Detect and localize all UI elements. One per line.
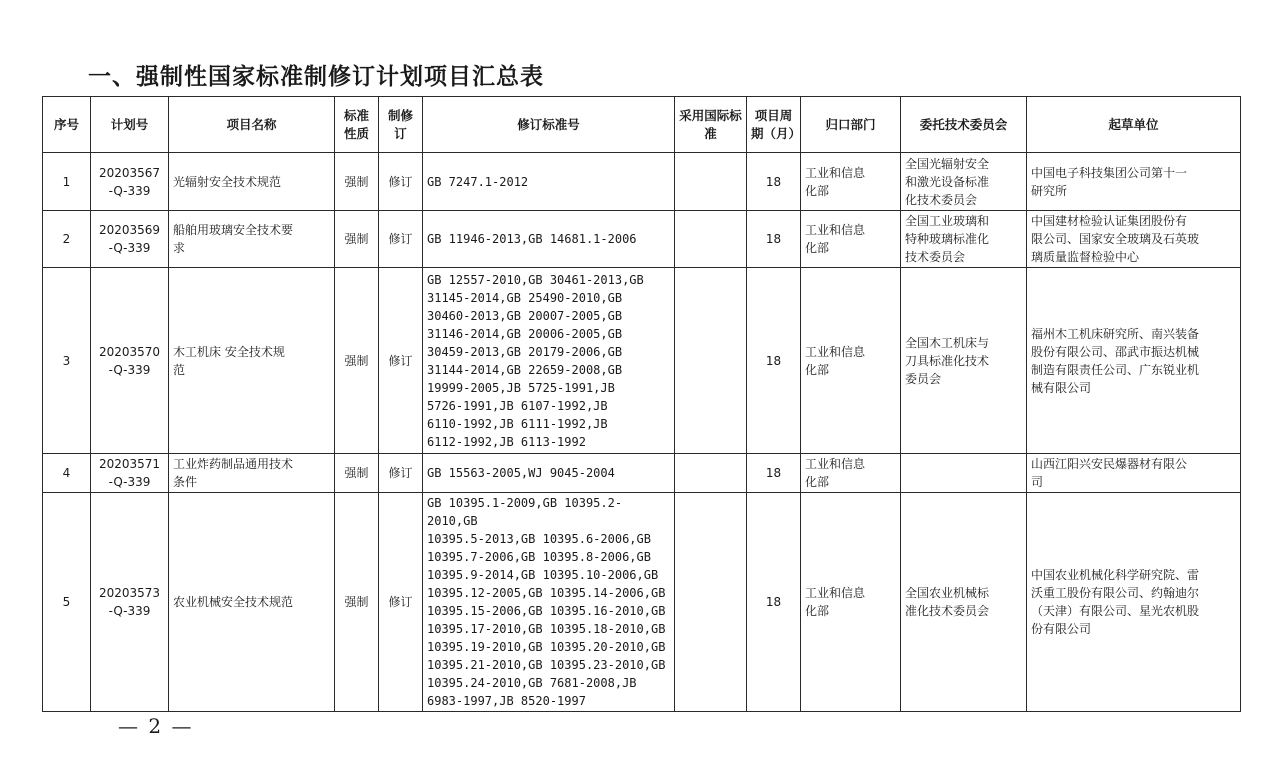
cell-std-nature: 强制 bbox=[335, 268, 379, 454]
summary-table bbox=[42, 96, 1241, 712]
cell-project-name: 工业炸药制品通用技术 条件 bbox=[169, 454, 335, 493]
table-row bbox=[43, 211, 1241, 268]
header-seq: 序号 bbox=[43, 97, 91, 153]
cell-project-name: 船舶用玻璃安全技术要 求 bbox=[169, 211, 335, 268]
cell-seq: 4 bbox=[43, 454, 91, 493]
cell-intl-std bbox=[675, 153, 747, 211]
table-row bbox=[43, 454, 1241, 493]
cell-seq: 5 bbox=[43, 493, 91, 712]
cell-revise: 修订 bbox=[379, 268, 423, 454]
cell-drafting-unit: 山西江阳兴安民爆器材有限公 司 bbox=[1027, 454, 1241, 493]
cell-std-nature: 强制 bbox=[335, 211, 379, 268]
cell-intl-std bbox=[675, 454, 747, 493]
cell-drafting-unit: 中国农业机械化科学研究院、雷 沃重工股份有限公司、约翰迪尔 （天津）有限公司、星光农机股 份有限公司 bbox=[1027, 493, 1241, 712]
cell-project-name: 农业机械安全技术规范 bbox=[169, 493, 335, 712]
cell-drafting-unit: 中国电子科技集团公司第十一 研究所 bbox=[1027, 153, 1241, 211]
header-drafting-unit: 起草单位 bbox=[1027, 97, 1241, 153]
cell-revised-std-no: GB 10395.1-2009,GB 10395.2-2010,GB 10395.5-2013,GB 10395.6-2006,GB 10395.7-2006,GB 10395.8-2006,GB 10395.9-2014,GB 10395.10-2006,GB 10395.12-2005,GB 10395.14-2006,GB 10395.15-2006,GB 10395.16-2010,GB 10395.17-2010,GB 10395.18-2010,GB 10395.19-2010,GB 10395.20-2010,GB 10395.21-2010,GB 10395.23-2010,GB 10395.24-2010,GB 7681-2008,JB 6983-1997,JB 8520-1997 bbox=[423, 493, 675, 712]
cell-seq: 3 bbox=[43, 268, 91, 454]
cell-revised-std-no: GB 15563-2005,WJ 9045-2004 bbox=[423, 454, 675, 493]
header-department: 归口部门 bbox=[801, 97, 901, 153]
cell-seq: 2 bbox=[43, 211, 91, 268]
cell-revised-std-no: GB 7247.1-2012 bbox=[423, 153, 675, 211]
cell-period: 18 bbox=[747, 153, 801, 211]
cell-plan-no: 20203569 -Q-339 bbox=[91, 211, 169, 268]
cell-committee: 全国木工机床与 刀具标准化技术 委员会 bbox=[901, 268, 1027, 454]
header-std-nature: 标准性质 bbox=[335, 97, 379, 153]
cell-committee bbox=[901, 454, 1027, 493]
cell-revise: 修订 bbox=[379, 211, 423, 268]
cell-revised-std-no: GB 11946-2013,GB 14681.1-2006 bbox=[423, 211, 675, 268]
cell-department: 工业和信息 化部 bbox=[801, 211, 901, 268]
cell-plan-no: 20203570 -Q-339 bbox=[91, 268, 169, 454]
table-row bbox=[43, 268, 1241, 454]
cell-period: 18 bbox=[747, 268, 801, 454]
cell-project-name: 木工机床 安全技术规 范 bbox=[169, 268, 335, 454]
cell-plan-no: 20203571 -Q-339 bbox=[91, 454, 169, 493]
cell-intl-std bbox=[675, 211, 747, 268]
cell-std-nature: 强制 bbox=[335, 493, 379, 712]
header-committee: 委托技术委员会 bbox=[901, 97, 1027, 153]
cell-revise: 修订 bbox=[379, 153, 423, 211]
page-title: 一、强制性国家标准制修订计划项目汇总表 bbox=[88, 64, 544, 90]
cell-department: 工业和信息 化部 bbox=[801, 153, 901, 211]
cell-drafting-unit: 福州木工机床研究所、南兴装备 股份有限公司、邵武市振达机械 制造有限责任公司、广东锐业机 械有限公司 bbox=[1027, 268, 1241, 454]
header-revised-std-no: 修订标准号 bbox=[423, 97, 675, 153]
cell-seq: 1 bbox=[43, 153, 91, 211]
cell-revised-std-no: GB 12557-2010,GB 30461-2013,GB 31145-2014,GB 25490-2010,GB 30460-2013,GB 20007-2005,GB 31146-2014,GB 20006-2005,GB 30459-2013,GB 20179-2006,GB 31144-2014,GB 22659-2008,GB 19999-2005,JB 5725-1991,JB 5726-1991,JB 6107-1992,JB 6110-1992,JB 6111-1992,JB 6112-1992,JB 6113-1992 bbox=[423, 268, 675, 454]
table-row bbox=[43, 153, 1241, 211]
table-row bbox=[43, 493, 1241, 712]
cell-std-nature: 强制 bbox=[335, 153, 379, 211]
cell-intl-std bbox=[675, 268, 747, 454]
cell-period: 18 bbox=[747, 493, 801, 712]
cell-revise: 修订 bbox=[379, 454, 423, 493]
cell-department: 工业和信息 化部 bbox=[801, 454, 901, 493]
header-row bbox=[43, 97, 1241, 153]
cell-revise: 修订 bbox=[379, 493, 423, 712]
cell-department: 工业和信息 化部 bbox=[801, 268, 901, 454]
cell-committee: 全国光辐射安全 和激光设备标准 化技术委员会 bbox=[901, 153, 1027, 211]
cell-drafting-unit: 中国建材检验认证集团股份有 限公司、国家安全玻璃及石英玻 璃质量监督检验中心 bbox=[1027, 211, 1241, 268]
header-revise: 制修订 bbox=[379, 97, 423, 153]
header-plan-no: 计划号 bbox=[91, 97, 169, 153]
cell-project-name: 光辐射安全技术规范 bbox=[169, 153, 335, 211]
cell-plan-no: 20203567 -Q-339 bbox=[91, 153, 169, 211]
cell-intl-std bbox=[675, 493, 747, 712]
cell-std-nature: 强制 bbox=[335, 454, 379, 493]
header-period: 项目周期（月） bbox=[747, 97, 801, 153]
cell-committee: 全国农业机械标 准化技术委员会 bbox=[901, 493, 1027, 712]
cell-period: 18 bbox=[747, 454, 801, 493]
cell-plan-no: 20203573 -Q-339 bbox=[91, 493, 169, 712]
header-project-name: 项目名称 bbox=[169, 97, 335, 153]
cell-committee: 全国工业玻璃和 特种玻璃标准化 技术委员会 bbox=[901, 211, 1027, 268]
page-number: — 2 — bbox=[118, 714, 194, 738]
cell-department: 工业和信息 化部 bbox=[801, 493, 901, 712]
header-intl-std: 采用国际标准 bbox=[675, 97, 747, 153]
cell-period: 18 bbox=[747, 211, 801, 268]
